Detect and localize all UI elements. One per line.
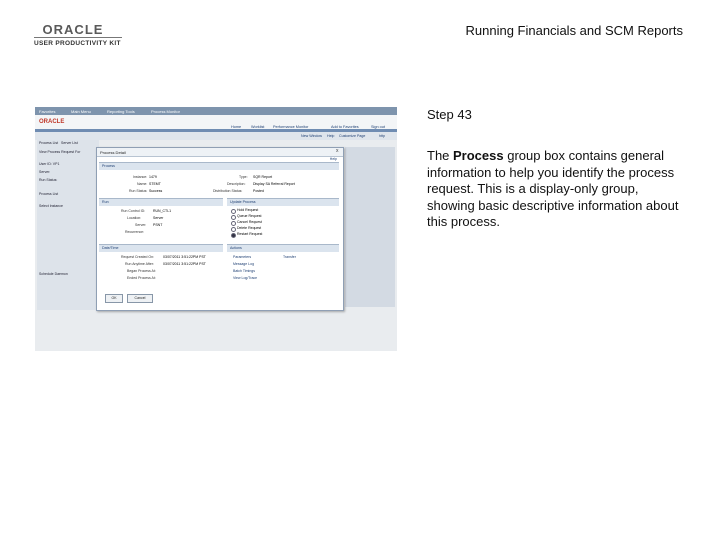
app-brand-logo: ORACLE	[39, 119, 65, 125]
nav-item: Reporting Tools	[107, 109, 135, 114]
field-label: Instance:	[133, 175, 148, 179]
actions-section-header	[227, 244, 339, 252]
field-value: Posted	[253, 189, 264, 193]
left-tab: Server List	[61, 141, 78, 145]
radio-label: Restart Request	[237, 232, 263, 236]
logo-subtitle: USER PRODUCTIVITY KIT	[34, 40, 121, 47]
cancel-button: Cancel	[127, 294, 153, 303]
radio-button	[231, 221, 236, 226]
field-value: 1479	[149, 175, 157, 179]
field-label: Recurrence:	[125, 230, 145, 234]
process-section-header	[99, 162, 339, 170]
top-link: Add to Favorites	[331, 125, 359, 129]
logo-wordmark: ORACLE	[42, 22, 104, 37]
subnav-link: New Window	[301, 134, 322, 138]
document-title: Running Financials and SCM Reports	[465, 23, 683, 38]
radio-button	[231, 209, 236, 214]
top-link: Performance Monitor	[273, 125, 309, 129]
dialog-title: Process Detail	[100, 150, 126, 155]
field-label: Distribution Status:	[213, 189, 243, 193]
step-description	[427, 148, 689, 231]
app-brandbar	[35, 115, 397, 129]
subnav-link: Help	[327, 134, 335, 138]
ok-button: OK	[105, 294, 123, 303]
radio-button	[231, 215, 236, 220]
step-text-bold: Process	[453, 148, 504, 163]
help-link: Help	[329, 157, 337, 161]
process-monitor-panel	[37, 140, 99, 310]
update-process-section-label: Update Process	[230, 200, 256, 204]
left-label: Server:	[39, 170, 51, 174]
field-label: Name:	[137, 182, 148, 186]
date-time-section-header	[99, 244, 223, 252]
radio-button	[231, 227, 236, 232]
nav-item: Main Menu	[71, 109, 91, 114]
nav-item: Favorites	[39, 109, 56, 114]
field-value: SQR Report	[253, 175, 273, 179]
update-process-section-header	[227, 198, 339, 206]
radio-button-selected	[231, 233, 236, 238]
field-value: Server	[153, 216, 164, 220]
field-label: Request Created On:	[121, 255, 155, 259]
radio-label: Queue Request	[237, 214, 262, 218]
run-section-label: Run	[102, 200, 109, 204]
top-link: Worklist	[251, 125, 265, 129]
app-subnav	[35, 132, 397, 140]
action-link: View Log/Trace	[233, 276, 258, 280]
field-value: 03/07/2011 3:51:22PM PST	[163, 255, 206, 259]
action-link: Message Log	[233, 262, 255, 266]
background-grid	[345, 147, 395, 307]
field-label: Type:	[239, 175, 248, 179]
field-label: Run Status:	[129, 189, 148, 193]
field-label: Ended Process At:	[127, 276, 156, 280]
step-text-after: group box contains general information to help you identify the process request. This is a display-only group, showing basic descriptive information about this process.	[427, 148, 679, 229]
oracle-upk-logo	[34, 24, 124, 48]
field-label: Server:	[135, 223, 147, 227]
left-label: User ID: VP1	[39, 162, 60, 166]
logo-rule	[34, 37, 122, 38]
application-screenshot	[35, 107, 397, 351]
subnav-link: Customize Page	[339, 134, 366, 138]
radio-label: Delete Request	[237, 226, 262, 230]
action-link: Parameters	[233, 255, 252, 259]
field-label: Began Process At:	[127, 269, 156, 273]
left-label: Run Status:	[39, 178, 58, 182]
run-section-header	[99, 198, 223, 206]
field-value: Display SA Referral Report	[253, 182, 295, 186]
left-label: Process List	[39, 192, 59, 196]
app-navbar	[35, 107, 397, 115]
date-time-section-label: Date/Time	[102, 246, 119, 250]
dialog-header	[97, 148, 343, 157]
field-value: PSNT	[153, 223, 163, 227]
process-section-label: Process	[102, 164, 115, 168]
radio-label: Hold Request	[237, 208, 259, 212]
field-value: 03/07/2011 3:51:22PM PST	[163, 262, 206, 266]
left-label: Schedule Daemon	[39, 272, 68, 276]
left-label: View Process Request For	[39, 150, 81, 154]
actions-section-label: Actions	[230, 246, 242, 250]
subnav-link: http	[379, 134, 385, 138]
field-label: Run Anytime After:	[125, 262, 154, 266]
left-tab: Process List	[39, 141, 59, 145]
action-link: Transfer	[283, 255, 296, 259]
field-label: Location:	[127, 216, 142, 220]
top-link: Sign out	[371, 125, 385, 129]
close-icon: x	[336, 148, 339, 154]
nav-item: Process Monitor	[151, 109, 180, 114]
left-label: Select Instance	[39, 204, 63, 208]
field-label: Description:	[227, 182, 246, 186]
field-value: Success	[149, 189, 163, 193]
step-text-before: The	[427, 148, 454, 163]
step-title: Step 43	[427, 107, 472, 122]
top-link: Home	[231, 125, 242, 129]
radio-label: Cancel Request	[237, 220, 262, 224]
field-value: STEMT	[149, 182, 161, 186]
field-label: Run Control ID:	[121, 209, 146, 213]
process-detail-dialog	[96, 147, 344, 311]
field-value: RUN_CTL1	[153, 209, 172, 213]
action-link: Batch Timings	[233, 269, 255, 273]
